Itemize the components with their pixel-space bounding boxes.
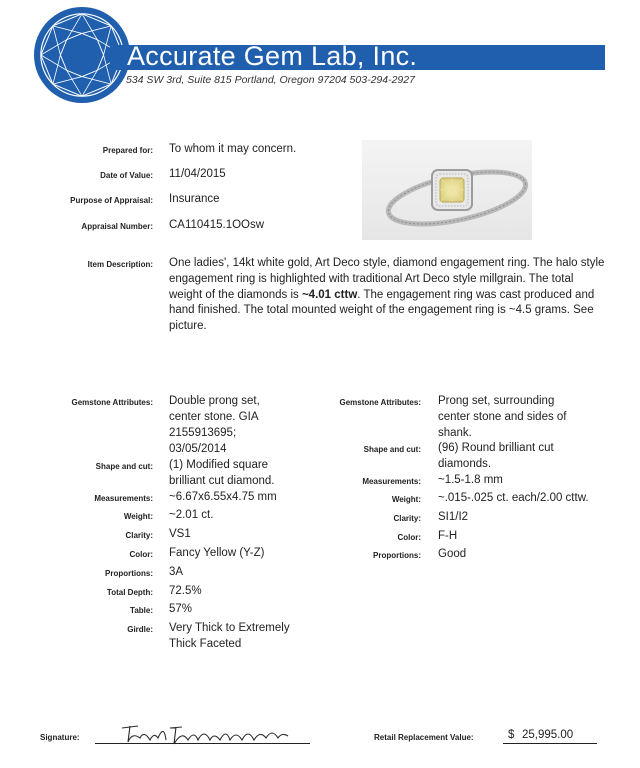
- company-name: Accurate Gem Lab, Inc.: [127, 41, 418, 71]
- prepared-for-value: To whom it may concern.: [169, 143, 297, 155]
- replacement-value-line: [503, 743, 597, 744]
- side-gemstone-line-3: shank.: [438, 427, 472, 439]
- center-shape-label: Shape and cut:: [95, 462, 153, 471]
- replacement-value: 25,995.00: [522, 729, 574, 741]
- center-gemstone-line-2: center stone. GIA: [169, 411, 259, 423]
- center-gemstone-line-3: 2155913695;: [169, 427, 237, 439]
- side-gemstone-line-2: center stone and sides of: [438, 411, 567, 423]
- side-weight-value: ~.015-.025 ct. each/2.00 cttw.: [438, 492, 589, 504]
- replacement-value-label: Retail Replacement Value:: [374, 733, 474, 742]
- side-gemstone-line-1: Prong set, surrounding: [438, 395, 555, 407]
- side-measurements-value: ~1.5-1.8 mm: [438, 474, 503, 486]
- center-measurements-value: ~6.67x6.55x4.75 mm: [169, 491, 277, 503]
- center-gemstone-line-4: 03/05/2014: [169, 443, 227, 455]
- center-color-value: Fancy Yellow (Y-Z): [169, 547, 265, 559]
- center-clarity-label: Clarity:: [125, 531, 153, 540]
- signature-line: [95, 743, 310, 744]
- currency-symbol: $: [508, 729, 515, 741]
- side-proportions-label: Proportions:: [373, 551, 421, 560]
- center-color-label: Color:: [129, 550, 153, 559]
- center-shape-line-1: (1) Modified square: [169, 459, 269, 471]
- side-weight-label: Weight:: [391, 495, 421, 504]
- center-table-value: 57%: [169, 603, 193, 615]
- center-total-depth-value: 72.5%: [169, 585, 202, 597]
- signature-label: Signature:: [40, 733, 80, 742]
- center-shape-line-2: brilliant cut diamond.: [169, 475, 275, 487]
- prepared-for-label: Prepared for:: [102, 146, 153, 155]
- center-girdle-label: Girdle:: [127, 625, 153, 634]
- total-weight-bold: ~4.01 cttw: [301, 288, 358, 301]
- center-girdle-line-2: Thick Faceted: [169, 638, 242, 650]
- side-shape-label: Shape and cut:: [363, 445, 421, 454]
- ring-photo: [362, 140, 532, 240]
- company-address: 534 SW 3rd, Suite 815 Portland, Oregon 97204 503-294-2927: [126, 74, 415, 86]
- center-girdle-line-1: Very Thick to Extremely: [169, 622, 290, 634]
- side-shape-line-1: (96) Round brilliant cut: [438, 442, 554, 454]
- side-proportions-value: Good: [438, 548, 467, 560]
- purpose-value: Insurance: [169, 193, 220, 205]
- center-weight-value: ~2.01 ct.: [169, 509, 214, 521]
- side-measurements-label: Measurements:: [362, 477, 421, 486]
- side-color-label: Color:: [397, 533, 421, 542]
- side-color-value: F-H: [438, 530, 458, 542]
- center-total-depth-label: Total Depth:: [106, 588, 153, 597]
- center-clarity-value: VS1: [169, 528, 191, 540]
- center-proportions-value: 3A: [169, 566, 184, 578]
- center-gemstone-line-1: Double prong set,: [169, 395, 260, 407]
- side-clarity-label: Clarity:: [393, 514, 421, 523]
- appraisal-number-value: CA110415.1OOsw: [169, 219, 265, 231]
- center-gemstone-attributes-label: Gemstone Attributes:: [71, 398, 153, 407]
- center-proportions-label: Proportions:: [105, 569, 153, 578]
- side-clarity-value: SI1/I2: [438, 511, 469, 523]
- item-description-label: Item Description:: [87, 260, 153, 269]
- appraisal-number-label: Appraisal Number:: [81, 222, 153, 231]
- center-table-label: Table:: [130, 606, 153, 615]
- side-shape-line-2: diamonds.: [438, 458, 492, 470]
- date-of-value-label: Date of Value:: [100, 171, 153, 180]
- item-description-text: One ladies', 14kt white gold, Art Deco style, diamond engagement ring. The halo style engagement ring is highlighted with traditional Art Deco style millgrain. The total weight of the diamonds is ~4.01 cttw. The engagement ring was cast produced and hand finished. The total mounted weight of the engagement ring is ~4.5 grams. See picture.: [169, 257, 605, 333]
- center-measurements-label: Measurements:: [94, 494, 153, 503]
- purpose-label: Purpose of Appraisal:: [70, 196, 153, 205]
- side-gemstone-attributes-label: Gemstone Attributes:: [339, 398, 421, 407]
- center-weight-label: Weight:: [123, 512, 153, 521]
- date-of-value-value: 11/04/2015: [169, 168, 226, 180]
